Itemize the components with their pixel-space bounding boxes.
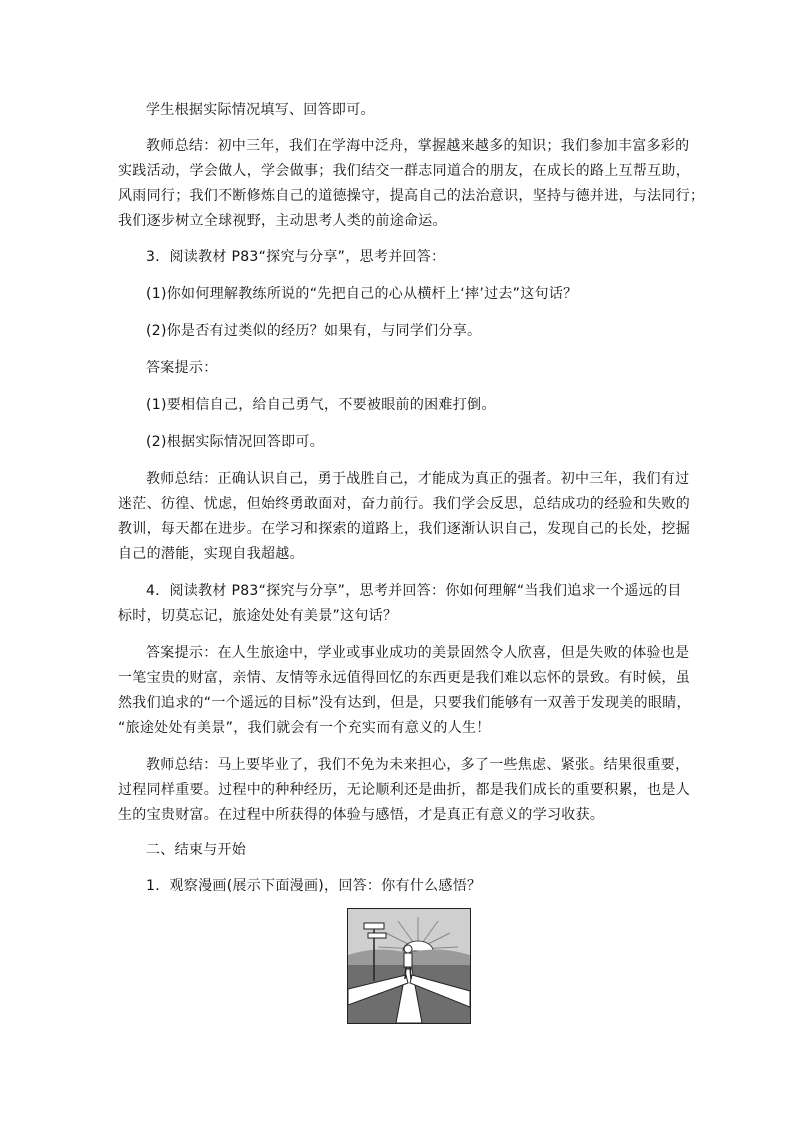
- text-line: (2)你是否有过类似的经历？如果有，与同学们分享。: [146, 323, 482, 339]
- text-line: 风雨同行；我们不断修炼自己的道德操守，提高自己的法治意识，坚持与德并进，与法同行；: [118, 188, 705, 204]
- text-line: (1)你如何理解教练所说的“先把自己的心从横杆上‘摔’过去”这句话？: [146, 286, 578, 302]
- text-line: (2)根据实际情况回答即可。: [146, 434, 325, 450]
- text-line: 4．阅读教材 P83“探究与分享”，思考并回答：你如何理解“当我们追求一个遥远的目: [146, 583, 682, 599]
- text-line: 教师总结：马上要毕业了，我们不免为未来担心，多了一些焦虑、紧张。结果很重要，: [146, 757, 690, 773]
- text-line: 1．观察漫画(展示下面漫画)，回答：你有什么感悟？: [146, 878, 482, 894]
- text-line: 答案提示：: [146, 360, 218, 376]
- text-line: (1)要相信自己，给自己勇气，不要被眼前的困难打倒。: [146, 397, 496, 413]
- text-line: 教师总结：正确认识自己，勇于战胜自己，才能成为真正的强者。初中三年，我们有过: [146, 471, 690, 487]
- text-line: 标时，切莫忘记，旅途处处有美景”这句话？: [118, 608, 398, 624]
- text-line: 实践活动，学会做人，学会做事；我们结交一群志同道合的朋友，在成长的路上互帮互助，: [118, 163, 690, 179]
- text-line: 生的宝贵财富。在过程中所获得的体验与感悟，才是真正有意义的学习收获。: [118, 807, 605, 823]
- text-line: 答案提示：在人生旅途中，学业或事业成功的美景固然令人欣喜，但是失败的体验也是: [146, 645, 690, 661]
- text-line: 学生根据实际情况填写、回答即可。: [146, 102, 375, 118]
- cartoon-illustration: [347, 908, 471, 1024]
- text-line: 自己的潜能，实现自我超越。: [118, 546, 304, 562]
- text-line: 教师总结：初中三年，我们在学海中泛舟，掌握越来越多的知识；我们参加丰富多彩的: [146, 138, 690, 154]
- text-line: 我们逐步树立全球视野，主动思考人类的前途命运。: [118, 213, 447, 229]
- text-line: 过程同样重要。过程中的种种经历，无论顺利还是曲折，都是我们成长的重要积累，也是人: [118, 782, 690, 798]
- section-heading: 二、结束与开始: [146, 842, 247, 858]
- text-line: 迷茫、彷徨、忧虑，但始终勇敢面对，奋力前行。我们学会反思，总结成功的经验和失败的: [118, 496, 690, 512]
- text-line: 一笔宝贵的财富，亲情、友情等永远值得回忆的东西更是我们难以忘怀的景致。有时候，虽: [118, 670, 690, 686]
- text-line: 教训，每天都在进步。在学习和探索的道路上，我们逐渐认识自己，发现自己的长处，挖掘: [118, 521, 690, 537]
- text-line: 3．阅读教材 P83“探究与分享”，思考并回答：: [146, 249, 446, 265]
- crossroads-cartoon-icon: [348, 909, 470, 1023]
- text-line: “旅途处处有美景”，我们就会有一个充实而有意义的人生！: [118, 720, 491, 736]
- text-line: 然我们追求的“一个遥远的目标”没有达到，但是，只要我们能够有一双善于发现美的眼睛，: [118, 695, 691, 711]
